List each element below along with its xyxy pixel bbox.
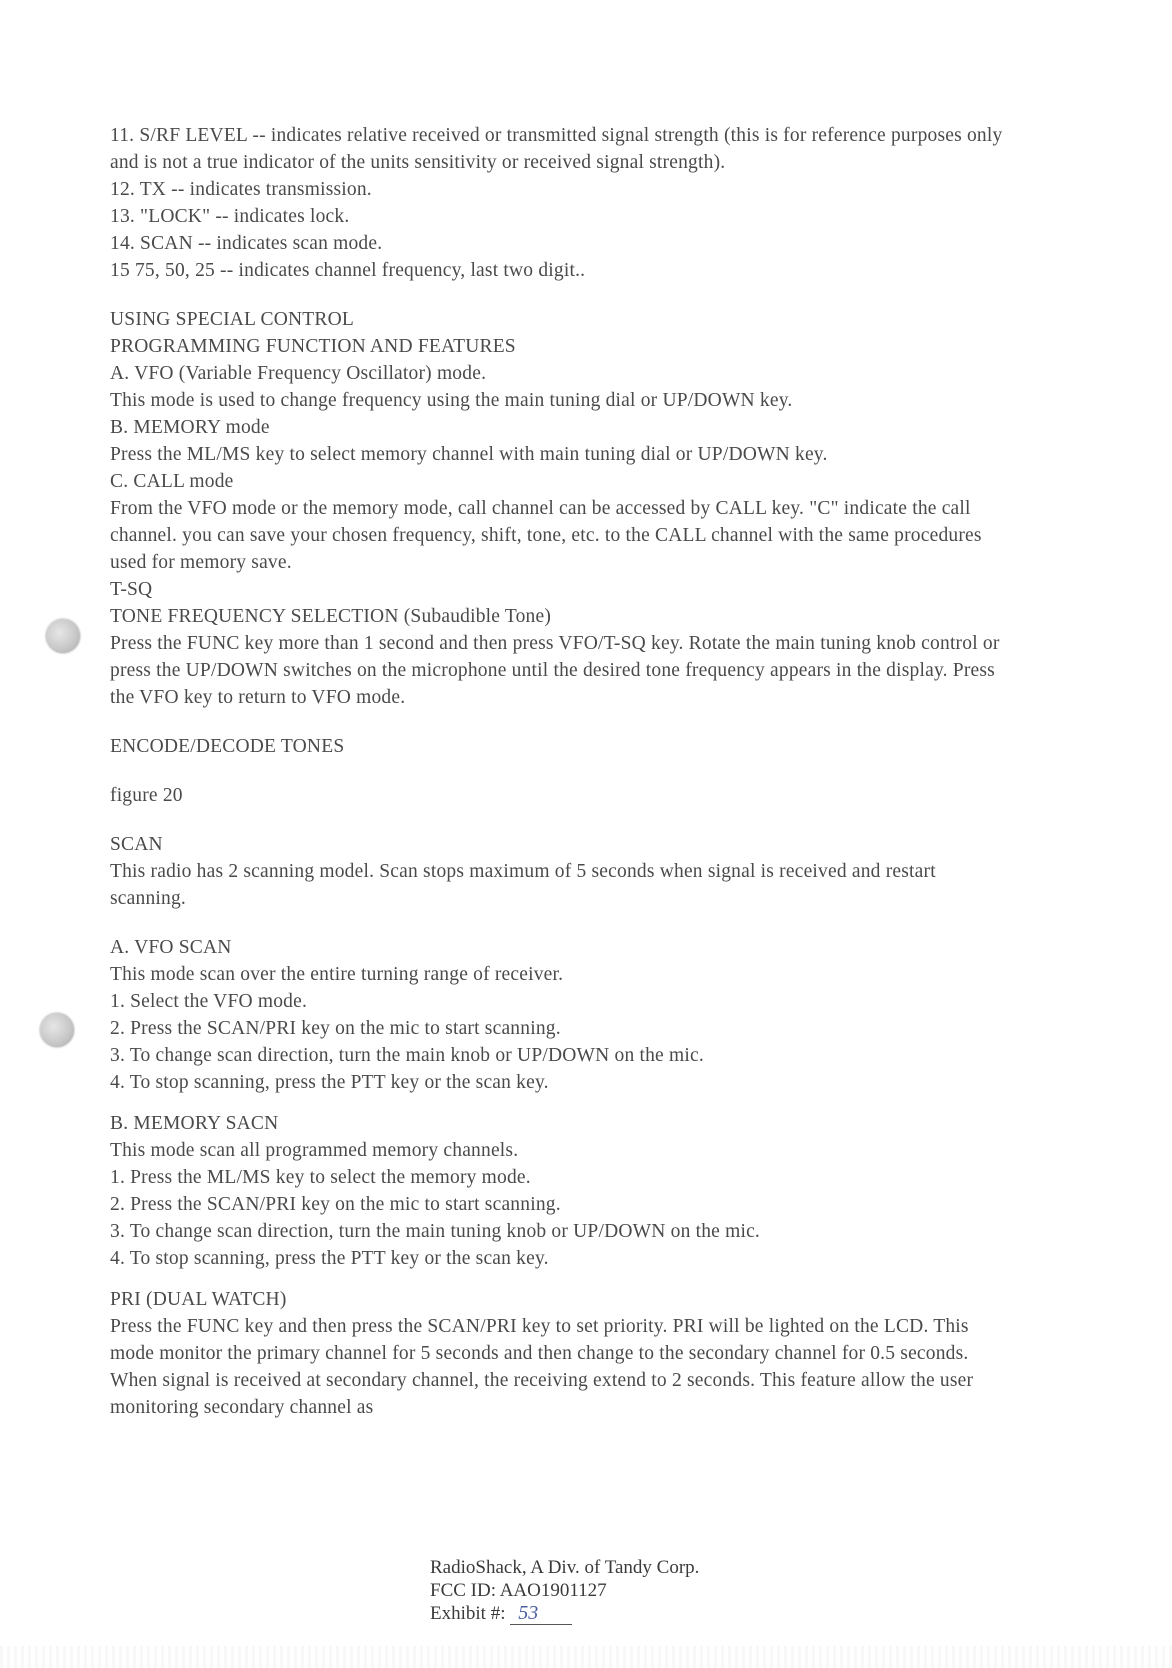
subheading-memory-scan: B. MEMORY SACN [110,1113,279,1134]
memory-scan-text: This mode scan all programmed memory channels. [110,1140,519,1161]
subheading-vfo-scan: A. VFO SCAN [110,937,232,958]
manual-text [110,122,1010,1421]
pri-dual-watch-text: Press the FUNC key and then press the SCAN/PRI key to set priority. PRI will be lighted on the LCD. This mode monitor the primary channel for 5 seconds and then change to the secondary channel for 0.5 seconds. When signal is received at secondary channel, the receiving extend to 2 seconds. This feature allow the user monitoring secondary channel as [110,1316,974,1418]
heading-tsq: T-SQ [110,579,153,600]
vfo-scan-step-4: 4. To stop scanning, press the PTT key or the scan key. [110,1072,549,1093]
footer-exhibit [430,1602,699,1625]
figure-reference: figure 20 [110,785,183,806]
item-15: 15 75, 50, 25 -- indicates channel frequency, last two digit.. [110,260,586,281]
memory-scan-step-1: 1. Press the ML/MS key to select the memory mode. [110,1167,531,1188]
vfo-scan-step-3: 3. To change scan direction, turn the main knob or UP/DOWN on the mic. [110,1045,704,1066]
subheading-call-mode: C. CALL mode [110,471,234,492]
exhibit-number [510,1604,572,1625]
memory-scan-step-3: 3. To change scan direction, turn the main tuning knob or UP/DOWN on the mic. [110,1221,761,1242]
footer-company: RadioShack, A Div. of Tandy Corp. [430,1557,700,1578]
vfo-mode-text: This mode is used to change frequency using the main tuning dial or UP/DOWN key. [110,390,793,411]
memory-scan-step-4: 4. To stop scanning, press the PTT key or the scan key. [110,1248,549,1269]
item-11: 11. S/RF LEVEL -- indicates relative received or transmitted signal strength (this is for reference purposes only and is not a true indicator of the units sensitivity or received signal strength). [110,125,1003,173]
heading-tone-frequency: TONE FREQUENCY SELECTION (Subaudible Tone) [110,606,552,627]
punch-hole-top [46,619,80,653]
scan-noise [0,1646,1172,1668]
call-mode-text: From the VFO mode or the memory mode, call channel can be accessed by CALL key. "C" indicate the call channel. you can save your chosen frequency, shift, tone, etc. to the CALL channel with the same procedures used for memory save. [110,498,982,573]
heading-encode-decode: ENCODE/DECODE TONES [110,736,345,757]
tone-frequency-text: Press the FUNC key more than 1 second and then press VFO/T-SQ key. Rotate the main tuning knob control or press the UP/DOWN switches on the microphone until the desired tone frequency appears in the display. Press the VFO key to return to VFO mode. [110,633,1000,708]
memory-scan-step-2: 2. Press the SCAN/PRI key on the mic to start scanning. [110,1194,561,1215]
exhibit-number-text: 53 [518,1602,539,1624]
heading-special-control: USING SPECIAL CONTROL [110,309,354,330]
memory-mode-text: Press the ML/MS key to select memory channel with main tuning dial or UP/DOWN key. [110,444,828,465]
vfo-scan-step-2: 2. Press the SCAN/PRI key on the mic to start scanning. [110,1018,561,1039]
heading-pri-dual-watch: PRI (DUAL WATCH) [110,1289,287,1310]
subheading-vfo-mode: A. VFO (Variable Frequency Oscillator) mode. [110,363,487,384]
subheading-memory-mode: B. MEMORY mode [110,417,270,438]
vfo-scan-step-1: 1. Select the VFO mode. [110,991,308,1012]
footer-exhibit-block [430,1556,699,1625]
scan-intro-text: This radio has 2 scanning model. Scan stops maximum of 5 seconds when signal is received and restart scanning. [110,861,936,909]
heading-programming: PROGRAMMING FUNCTION AND FEATURES [110,336,516,357]
exhibit-label: Exhibit #: [430,1603,506,1624]
heading-scan: SCAN [110,834,163,855]
item-13: 13. "LOCK" -- indicates lock. [110,206,350,227]
footer-fcc-id: FCC ID: AAO1901127 [430,1580,607,1601]
item-12: 12. TX -- indicates transmission. [110,179,372,200]
vfo-scan-text: This mode scan over the entire turning range of receiver. [110,964,564,985]
item-14: 14. SCAN -- indicates scan mode. [110,233,383,254]
punch-hole-bottom [40,1013,74,1047]
